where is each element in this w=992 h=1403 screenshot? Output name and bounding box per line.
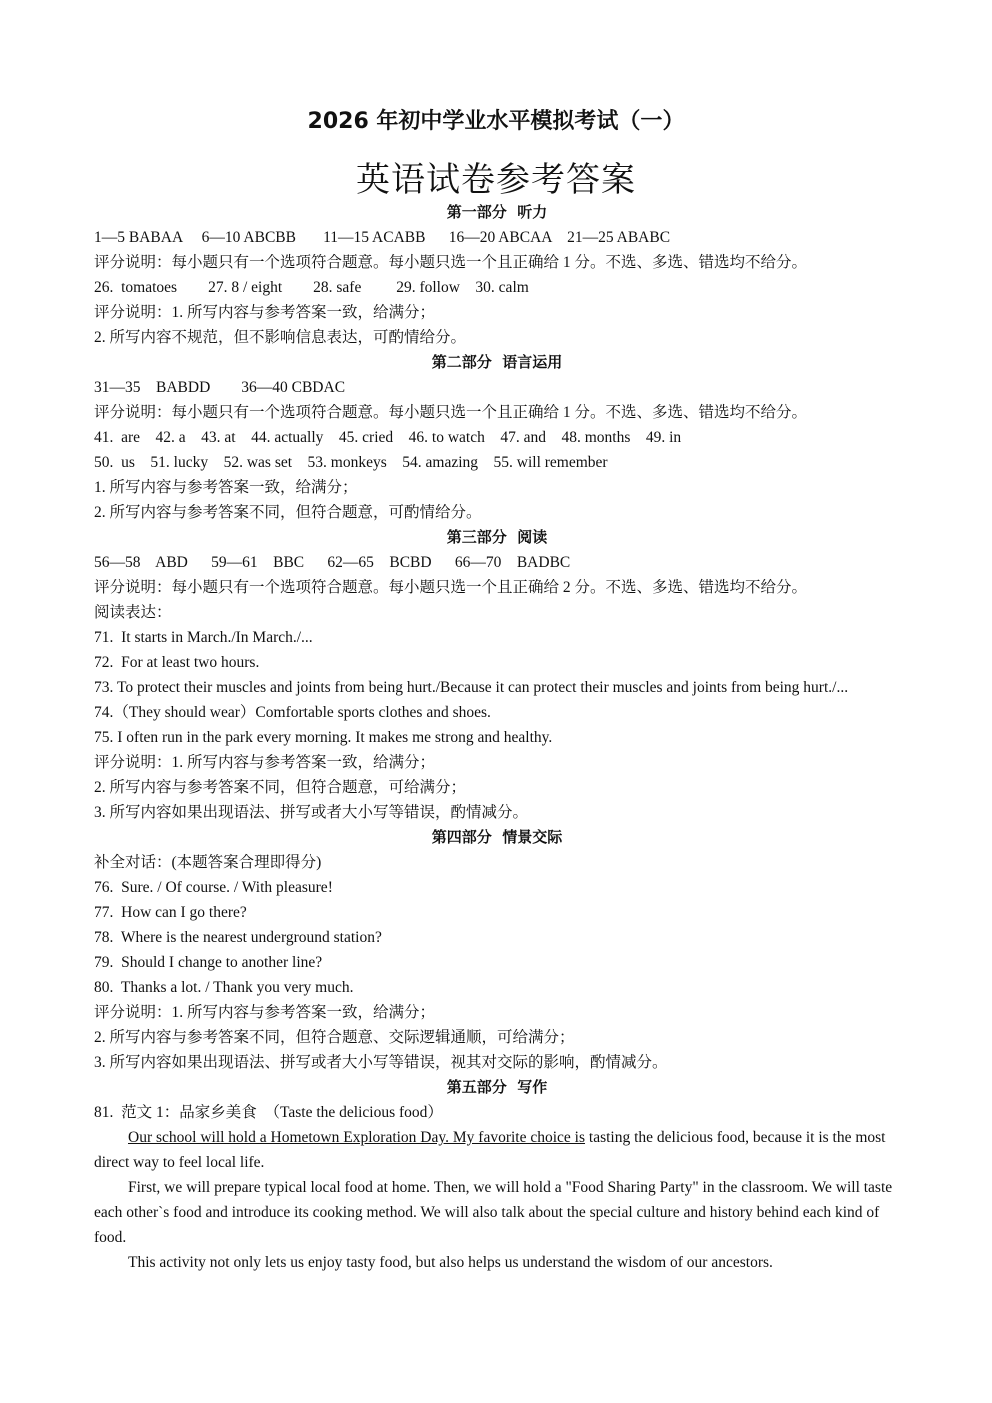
essay-paragraph-1 — [94, 1125, 900, 1175]
exam-title: 2026 年初中学业水平模拟考试（一） — [307, 109, 685, 134]
part1-note2: 评分说明：1. 所写内容与参考答案一致，给满分； — [94, 304, 436, 321]
answer-key-title: 英语试卷参考答案 — [356, 160, 636, 200]
q76: 76. Sure. / Of course. / With pleasure! — [94, 879, 333, 896]
essay-paragraph-1-rest: tasting the delicious food, because it is the most direct way to feel local life. — [94, 1129, 886, 1171]
part1-heading: 第一部分 听力 — [446, 203, 548, 221]
part1-note3: 2. 所写内容不规范，但不影响信息表达，可酌情给分。 — [94, 329, 467, 346]
part2-answers: 31—35 BABDD 36—40 CBDAC — [94, 379, 346, 396]
q71: 71. It starts in March./In March./... — [94, 629, 313, 646]
part1-answers: 1—5 BABAA 6—10 ABCBB 11—15 ACABB 16—20 ABCAA 21—25 ABABC — [94, 229, 671, 246]
essay-paragraph-2: First, we will prepare typical local food at home. Then, we will hold a "Food Sharing Party" in the classroom. We will taste each other`s food and introduce its cooking method. We will also talk about the special culture and history behind each kind of food. — [94, 1179, 893, 1246]
part3-heading: 第三部分 阅读 — [446, 528, 548, 546]
q80: 80. Thanks a lot. / Thank you very much. — [94, 979, 354, 996]
q78: 78. Where is the nearest underground station? — [94, 929, 382, 946]
part3-note4: 3. 所写内容如果出现语法、拼写或者大小写等错误，酌情减分。 — [94, 804, 529, 821]
part2-note2: 1. 所写内容与参考答案一致，给满分； — [94, 479, 358, 496]
part2-heading: 第二部分 语言运用 — [431, 353, 563, 371]
part4-note2: 评分说明：1. 所写内容与参考答案一致，给满分； — [94, 1004, 436, 1021]
q73: 73. To protect their muscles and joints from being hurt./Because it can protect their muscles and joints from being hurt./... — [94, 679, 849, 696]
part3-sub: 阅读表达： — [94, 604, 172, 621]
part2-note: 评分说明：每小题只有一个选项符合题意。每小题只选一个且正确给 1 分。不选、多选、错选均不给分。 — [94, 404, 808, 421]
part1-blanks: 26. tomatoes 27. 8 / eight 28. safe 29. follow 30. calm — [94, 279, 529, 296]
part4-heading: 第四部分 情景交际 — [431, 828, 563, 846]
part2-row1: 41. are 42. a 43. at 44. actually 45. cried 46. to watch 47. and 48. months 49. in — [94, 429, 682, 446]
part4-note4: 3. 所写内容如果出现语法、拼写或者大小写等错误，视其对交际的影响，酌情减分。 — [94, 1054, 668, 1071]
part3-note2: 评分说明：1. 所写内容与参考答案一致，给满分； — [94, 754, 436, 771]
sample-essay-title: 81. 范文 1：品家乡美食 （Taste the delicious food） — [94, 1104, 443, 1121]
part2-note3: 2. 所写内容与参考答案不同，但符合题意，可酌情给分。 — [94, 504, 482, 521]
essay-underlined-text: Our school will hold a Hometown Exploration Day. My favorite choice is — [128, 1129, 586, 1146]
q75: 75. I often run in the park every morning. It makes me strong and healthy. — [94, 729, 553, 746]
essay-paragraph-3: This activity not only lets us enjoy tasty food, but also helps us understand the wisdom of our ancestors. — [128, 1254, 773, 1271]
q72: 72. For at least two hours. — [94, 654, 260, 671]
part2-row2: 50. us 51. lucky 52. was set 53. monkeys 54. amazing 55. will remember — [94, 454, 608, 471]
q74: 74.（They should wear）Comfortable sports clothes and shoes. — [94, 704, 491, 721]
part3-note3: 2. 所写内容与参考答案不同，但符合题意，可给满分； — [94, 779, 467, 796]
q79: 79. Should I change to another line? — [94, 954, 323, 971]
part3-note: 评分说明：每小题只有一个选项符合题意。每小题只选一个且正确给 2 分。不选、多选、错选均不给分。 — [94, 579, 808, 596]
part5-heading: 第五部分 写作 — [446, 1078, 548, 1096]
part1-note: 评分说明：每小题只有一个选项符合题意。每小题只选一个且正确给 1 分。不选、多选、错选均不给分。 — [94, 254, 808, 271]
answer-content — [94, 200, 900, 1275]
part3-answers: 56—58 ABD 59—61 BBC 62—65 BCBD 66—70 BADBC — [94, 554, 571, 571]
part4-sub: 补全对话：(本题答案合理即得分) — [94, 854, 322, 871]
q77: 77. How can I go there? — [94, 904, 247, 921]
part4-note3: 2. 所写内容与参考答案不同，但符合题意、交际逻辑通顺，可给满分； — [94, 1029, 575, 1046]
